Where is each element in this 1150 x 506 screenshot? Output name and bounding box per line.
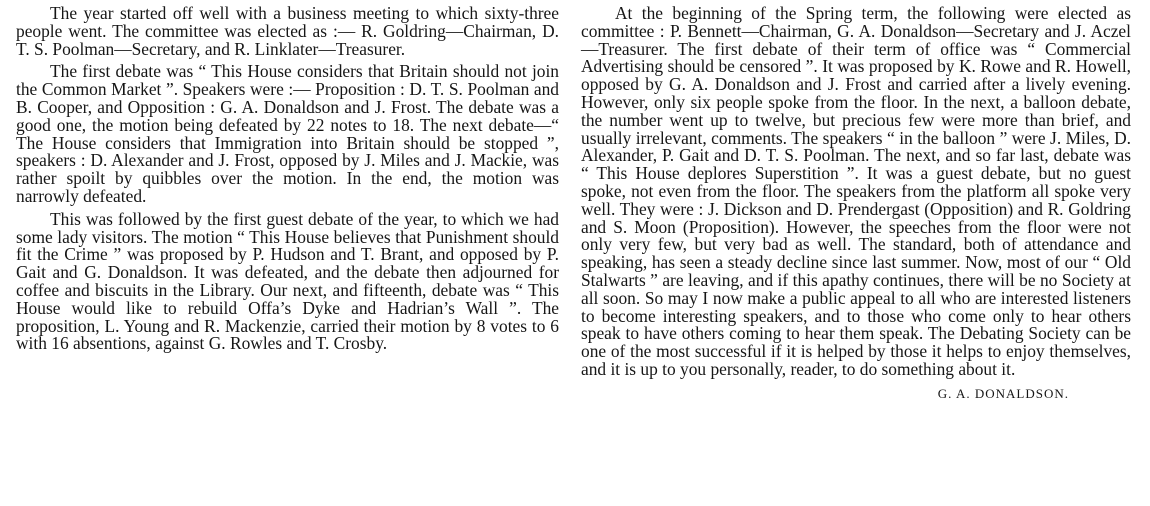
paragraph-spring-term: At the beginning of the Spring term, the following were elected as committee : P. Bennett—Chairman, G. A. Donaldson—Secretary and J. Aczel—Treasurer. The first debate of their term of office was “ Commercial Advertising should be censored ”. It was proposed by K. Rowe and R. Howell, opposed by G. A. Donaldson and J. Frost and carried after a lively evening. However, only six people spoke from the floor. In the next, a balloon debate, the number went up to twelve, but precious few were more than brief, and usually irrelevant, comments. The speakers “ in the balloon ” were J. Miles, D. Alexander, P. Gait and D. T. S. Poolman. The next, and so far last, debate was “ This House deplores Superstition ”. It was a guest debate, but no guest spoke, not even from the floor. The speakers from the platform all spoke very well. They were : J. Dickson and D. Prendergast (Opposition) and R. Goldring and S. Moon (Proposition). However, the speeches from the floor were not only very few, but very bad as well. The standard, both of attendance and speaking, has seen a steady decline since last summer. Now, most of our “ Old Stalwarts ” are leaving, and if this apathy continues, there will be no Society at all soon. So may I now make a public appeal to all who are interested listeners to become interesting speakers, and to those who come only to hear others speak to have others coming to hear them speak. The Debating Society can be one of the most successful if it is helped by those it helps to enjoy themselves, and it is up to you personally, reader, to do something about it.: [581, 3, 1131, 379]
paragraph-guest-debate: This was followed by the first guest debate of the year, to which we had some lady visitors. The motion “ This House believes that Punishment should fit the Crime ” was proposed by P. Hudson and T. Brant, and opposed by P. Gait and G. Donaldson. It was defeated, and the debate then adjourned for coffee and biscuits in the Library. Our next, and fifteenth, debate was “ This House would like to rebuild Offa’s Dyke and Hadrian’s Wall ”. The proposition, L. Young and R. Mackenzie, carried their motion by 8 votes to 6 with 16 absentions, against G. Rowles and T. Crosby.: [16, 208, 559, 354]
left-column: [16, 5, 559, 358]
paragraph-business-meeting: The year started off well with a business meeting to which sixty-three people went. The committee was elected as :— R. Goldring—Chairman, D. T. S. Poolman—Secretary, and R. Linklater—Treasurer.: [16, 3, 559, 59]
paragraph-first-debates: The first debate was “ This House considers that Britain should not join the Common Market ”. Speakers were :— Proposition : D. T. S. Poolman and B. Cooper, and Opposition : G. A. Donaldson and J. Frost. The debate was a good one, the motion being defeated by 22 notes to 18. The next debate—“ The House considers that Immigration into Britain should be stopped ”, speakers : D. Alexander and J. Frost, opposed by J. Miles and J. Mackie, was rather spoilt by quibbles over the motion. In the end, the motion was narrowly defeated.: [16, 61, 559, 206]
author-signature: G. A. DONALDSON.: [937, 385, 1069, 401]
right-column: [581, 5, 1131, 408]
